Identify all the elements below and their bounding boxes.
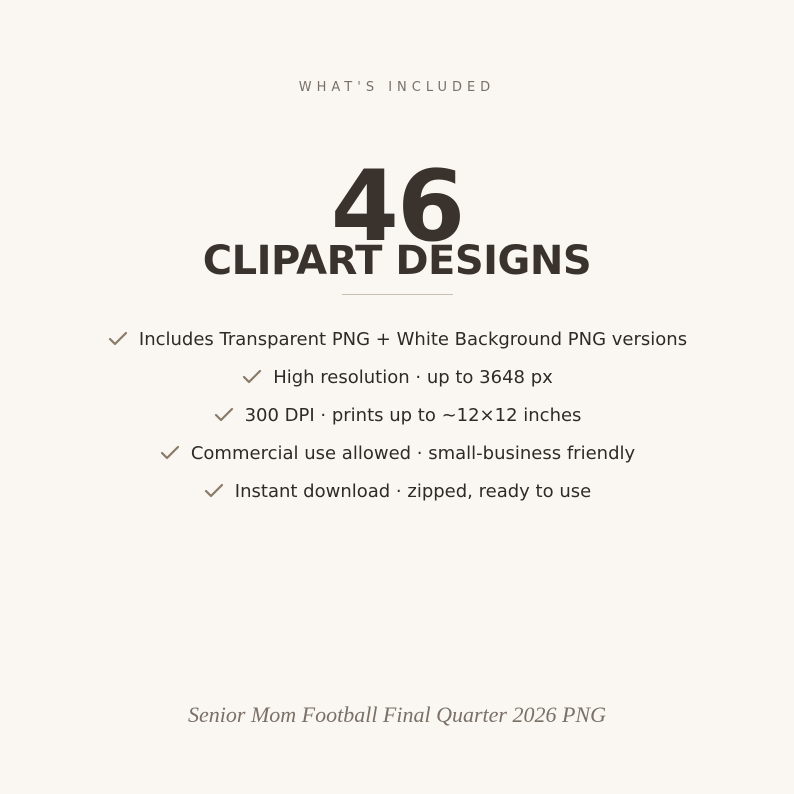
feature-item [0,396,794,434]
section-eyebrow: WHAT'S INCLUDED [298,80,496,95]
check-icon [213,406,235,424]
check-icon [159,444,181,462]
feature-text: Instant download · zipped, ready to use [234,480,592,502]
check-icon [241,368,263,386]
feature-item [0,358,794,396]
feature-item [0,434,794,472]
feature-text: Commercial use allowed · small-business friendly [190,442,636,464]
feature-text: 300 DPI · prints up to ~12×12 inches [244,404,582,426]
feature-item [0,320,794,358]
feature-text: Includes Transparent PNG + White Background PNG versions [138,328,688,350]
feature-text: High resolution · up to 3648 px [273,366,553,388]
design-count-label: CLIPART DESIGNS [202,238,592,284]
feature-list [0,320,794,510]
check-icon [107,330,129,348]
check-icon [203,482,225,500]
design-count: 46 [330,150,464,264]
divider [342,294,453,295]
feature-item [0,472,794,510]
product-name: Senior Mom Football Final Quarter 2026 PNG [188,702,606,727]
